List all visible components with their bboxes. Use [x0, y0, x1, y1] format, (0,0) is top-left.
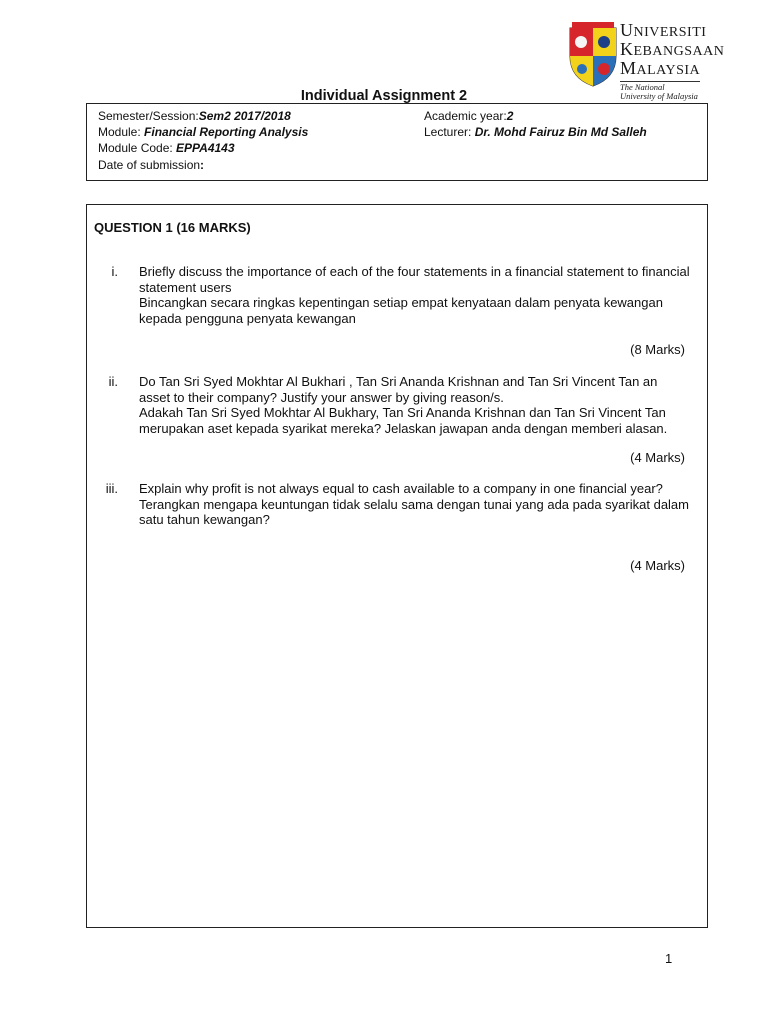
question-box: [86, 204, 708, 928]
question-malay: Adakah Tan Sri Syed Mokhtar Al Bukhary, Tan Sri Ananda Krishnan dan Tan Sri Vincent Tan merupakan aset kepada syarikat mereka? Jelaskan jawapan anda dengan memberi alasan.: [139, 405, 668, 436]
submission-row: [98, 158, 204, 172]
lecturer-row: [424, 125, 647, 139]
semester-row: [98, 109, 291, 123]
university-logo: [568, 20, 725, 101]
submission-value: :: [200, 158, 205, 172]
academic-year-label: Academic year:: [424, 109, 507, 123]
question-english: Explain why profit is not always equal to cash available to a company in one financial year?: [139, 481, 663, 496]
semester-label: Semester/Session:: [98, 109, 199, 123]
lecturer-label: Lecturer:: [424, 125, 475, 139]
module-label: Module:: [98, 125, 145, 139]
semester-value: Sem2 2017/2018: [198, 109, 291, 123]
logo-line-3: MALAYSIA: [620, 58, 701, 78]
module-code-value: EPPA4143: [176, 141, 235, 155]
submission-label: Date of submission: [98, 158, 201, 172]
academic-year-value: 2: [506, 109, 514, 123]
question-number: i.: [111, 264, 118, 279]
question-number: ii.: [108, 374, 118, 389]
question-body: [139, 264, 691, 326]
lecturer-value: Dr. Mohd Fairuz Bin Md Salleh: [474, 125, 647, 139]
logo-line-1: UNIVERSITI: [620, 20, 707, 40]
module-code-label: Module Code:: [98, 141, 177, 155]
question-malay: Bincangkan secara ringkas kepentingan setiap empat kenyataan dalam penyata kewangan kepada pengguna penyata kewangan: [139, 295, 663, 326]
academic-year-row: [424, 109, 513, 123]
crest-icon: [568, 22, 618, 88]
question-number: iii.: [105, 481, 118, 496]
logo-line-2: KEBANGSAAN: [620, 39, 725, 59]
question-body: [139, 374, 691, 436]
question-malay: Terangkan mengapa keuntungan tidak selalu sama dengan tunai yang ada pada syarikat dalam satu tahun kewangan?: [139, 496, 689, 527]
module-row: [98, 125, 308, 139]
document-title: Individual Assignment 2: [300, 88, 468, 104]
page-number: 1: [665, 951, 673, 966]
module-value: Financial Reporting Analysis: [144, 125, 309, 139]
question-marks: (4 Marks): [630, 558, 685, 573]
assignment-info-box: [86, 103, 708, 181]
module-code-row: [98, 141, 235, 155]
question-body: [139, 481, 691, 528]
question-marks: (4 Marks): [630, 450, 685, 465]
question-marks: (8 Marks): [630, 342, 685, 357]
logo-tagline: The National University of Malaysia: [620, 81, 700, 101]
question-english: Do Tan Sri Syed Mokhtar Al Bukhari , Tan Sri Ananda Krishnan and Tan Sri Vincent Tan an asset to their company? Justify your answer by giving reason/s.: [139, 374, 658, 405]
question-english: Briefly discuss the importance of each of the four statements in a financial statement to financial statement users: [139, 264, 690, 295]
question-heading: QUESTION 1 (16 MARKS): [94, 220, 251, 235]
